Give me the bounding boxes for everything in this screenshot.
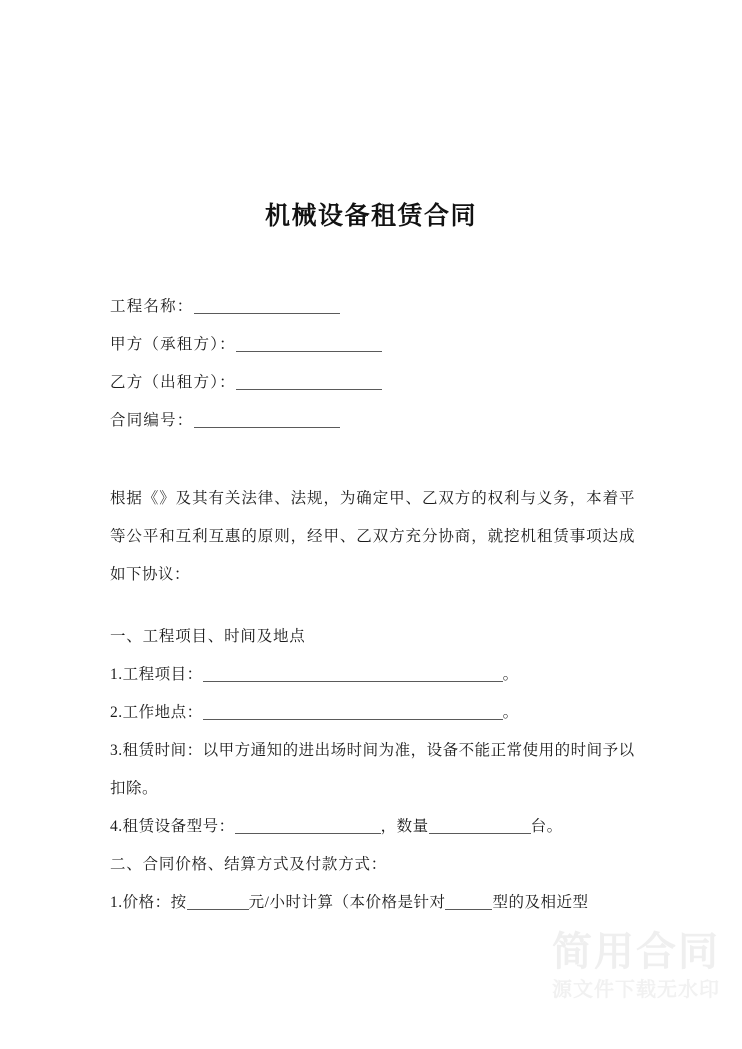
item-2-input[interactable] [203, 704, 503, 720]
item-2-number: 2. [110, 704, 123, 721]
section-one-item-4 [110, 808, 635, 846]
field-project-name [110, 288, 635, 326]
page-title: 机械设备租赁合同 [264, 203, 477, 230]
section-heading-two: 二、合同价格、结算方式及付款方式： [110, 856, 388, 873]
item-4-label: 租赁设备型号： [122, 818, 235, 835]
item-1-input[interactable] [203, 666, 503, 682]
price-item-part1: 价格：按 [122, 894, 187, 911]
section-heading-one: 一、工程项目、时间及地点 [110, 628, 306, 645]
field-party-a [110, 326, 635, 364]
item-3-number: 3. [110, 742, 123, 759]
field-party-b-input[interactable] [236, 374, 382, 390]
item-3-text: 租赁时间：以甲方通知的进出场时间为准，设备不能正常使用的时间予以扣除。 [110, 742, 635, 797]
model-type-input[interactable] [445, 894, 492, 910]
item-2-trailing: 。 [502, 704, 519, 721]
document-body [110, 288, 635, 922]
section-one-item-1 [110, 656, 635, 694]
field-party-a-label: 甲方（承租方）： [110, 336, 236, 353]
preamble-paragraph: 根据《》及其有关法律、法规，为确定甲、乙双方的权利与义务，本着平等公平和互利互惠的原则，经甲、乙双方充分协商，就挖机租赁事项达成如下协议： [110, 490, 635, 583]
watermark-main-text: 简用合同 [552, 930, 720, 974]
item-4-model-input[interactable] [235, 818, 381, 834]
price-input[interactable] [187, 894, 249, 910]
watermark-sub-text: 源文件下载无水印 [552, 979, 720, 1001]
item-4-mid-text: ，数量 [380, 818, 429, 835]
spacer [110, 594, 635, 618]
section-one-item-2 [110, 694, 635, 732]
field-project-name-input[interactable] [194, 298, 340, 314]
field-contract-number-input[interactable] [194, 412, 340, 428]
field-party-b [110, 364, 635, 402]
field-contract-number [110, 402, 635, 440]
price-item-part3: 型的及相近型 [492, 894, 589, 911]
section-two-item-1 [110, 884, 635, 922]
item-2-label: 工作地点： [122, 704, 203, 721]
item-4-quantity-input[interactable] [429, 818, 531, 834]
price-item-part2: 元/小时计算（本价格是针对 [248, 894, 446, 911]
watermark [552, 931, 720, 1001]
item-4-number: 4. [110, 818, 123, 835]
item-1-trailing: 。 [502, 666, 519, 683]
price-item-number: 1. [110, 894, 123, 911]
field-party-b-label: 乙方（出租方）： [110, 374, 236, 391]
field-contract-number-label: 合同编号： [110, 412, 194, 429]
section-one-item-3 [110, 732, 635, 808]
item-4-trailing: 。 [546, 818, 563, 835]
field-party-a-input[interactable] [236, 336, 382, 352]
field-project-name-label: 工程名称： [110, 298, 194, 315]
item-1-label: 工程项目： [122, 666, 203, 683]
spacer [110, 440, 635, 480]
item-4-unit: 台 [530, 818, 547, 835]
item-1-number: 1. [110, 666, 123, 683]
